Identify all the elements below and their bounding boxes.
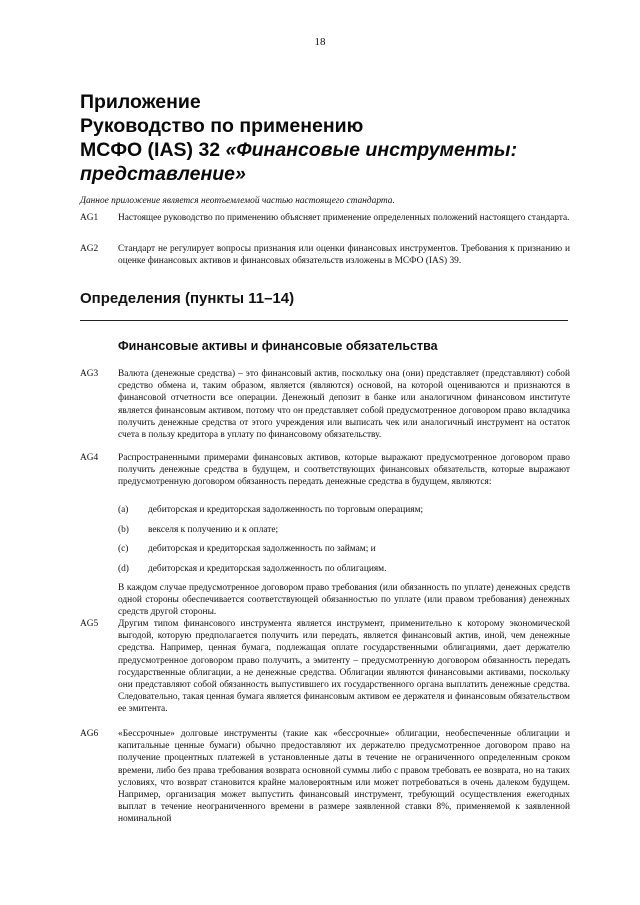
intro-note: Данное приложение является неотъемлемой частью настоящего стандарта. [80,196,395,206]
paragraph-text: Валюта (денежные средства) – это финансовый актив, поскольку она (они) представляет (представляют) собой средство обмена и, таким образом, является (являются) основой, на которой оцениваются и признаются в финансовой отчетности все операции. Денежный депозит в банке или аналогичном финансовом институте является финансовым активом, потому что он представляет собой предусмотренное договором право вкладчика получить денежные средства от этого учреждения или выписать чек или аналогичный инструмент на остаток счета в пользу кредитора в уплату по финансовому обязательству. [118,369,570,441]
title-standard: МСФО (IAS) 32 [80,139,226,161]
paragraph-text: Настоящее руководство по применению объясняет применение определенных положений настоящего стандарта. [118,213,570,223]
paragraph-text: Другим типом финансового инструмента является инструмент, применительно к которому экономической выгодой, которую предполагается получить или передать, является финансовый актив, иной, чем денежные средства. Например, ценная бумага, подлежащая оплате государственными облигациями, дает держателю предусмотренное договором право получить, а эмитенту – предусмотренную договором обязанность передать государственные облигации, а не денежные средства. Облигации являются финансовыми активами, поскольку они представляют собой обязанность выпустившего их государственного органа выплатить денежные средства. Следовательно, такая ценная бумага является финансовым активом ее держателя и финансовым обязательством ее эмитента. [118,619,570,715]
list-marker: (c) [118,544,129,554]
paragraph-label: AG1 [80,213,99,223]
list-marker: (b) [118,524,129,535]
paragraph-ag1 [80,212,570,224]
paragraph-label: AG5 [80,619,99,629]
section-heading-definitions: Определения (пункты 11–14) [80,290,295,307]
paragraph-text: «Бессрочные» долговые инструменты (такие как «бессрочные» облигации, необеспеченные облигации и капитальные ценные бумаги) обычно предоставляют их держателю предусмотренное договором право на получение процентных платежей в установленные даты в течение не ограниченного определенным сроком времени, либо без права требования возврата основной суммы либо с правом требовать ее возврата, но на таких условиях, что возврат становится крайне маловероятным или может потребоваться в очень далеком будущем. Например, организация может выпустить финансовый инструмент, требующий осуществления ежегодных выплат в течение неограниченного времени в размере заявленной ставки 8%, применяемой к заявленной номинальной [118,729,570,825]
title-standard-name: «Финансовые инструменты: [225,139,518,161]
paragraph-label: AG2 [80,244,99,254]
list-marker: (d) [118,563,129,574]
paragraph-text: Распространенными примерами финансовых активов, которые выражают предусмотренное договором право получить денежные средства в будущем, и соответствующих финансовых обязательств, которые выражают предусмотренную договором обязанность передать денежные средства в будущем, являются: [118,453,570,488]
list-text: дебиторская и кредиторская задолженность по торговым операциям; [148,505,424,515]
paragraph-text: В каждом случае предусмотренное договором право требования (или обязанность по уплате) денежных средств одной стороны обеспечивается соответствующей обязанностью по уплате (или правом требования) денежных средств другой стороны. [118,583,570,618]
title-line-3 [80,138,580,162]
list-marker: (a) [118,505,129,515]
paragraph-label: AG6 [80,729,99,739]
list-item [118,505,568,525]
title-line-4: представление» [80,163,246,185]
paragraph-text: Стандарт не регулирует вопросы признания или оценки финансовых инструментов. Требования к признанию и оценке финансовых активов и финансовых обязательств изложены в МСФО (IAS) 39. [118,244,570,267]
paragraph-label: AG4 [80,453,99,463]
list-item [118,525,568,545]
list-text: дебиторская и кредиторская задолженность по облигациям. [148,563,387,574]
paragraph-ag5 [80,618,570,716]
section-divider [80,320,568,321]
list-text: векселя к получению и к оплате; [148,524,279,535]
title-line-2: Руководство по применению [80,115,364,137]
list-item [118,544,568,564]
paragraph-ag6 [80,728,570,826]
paragraph-ag2 [80,243,570,267]
page-number: 18 [314,36,326,48]
paragraph-ag3 [80,368,570,441]
title-line-1: Приложение [80,91,201,113]
list-text: дебиторская и кредиторская задолженность по займам; и [148,544,376,554]
ag4-list [118,505,568,583]
subsection-heading-financial-assets: Финансовые активы и финансовые обязательства [118,339,438,353]
list-item [118,564,568,584]
paragraph-label: AG3 [80,369,99,379]
appendix-title [80,90,580,186]
paragraph-ag4-continued [80,582,570,619]
paragraph-ag4 [80,452,570,489]
